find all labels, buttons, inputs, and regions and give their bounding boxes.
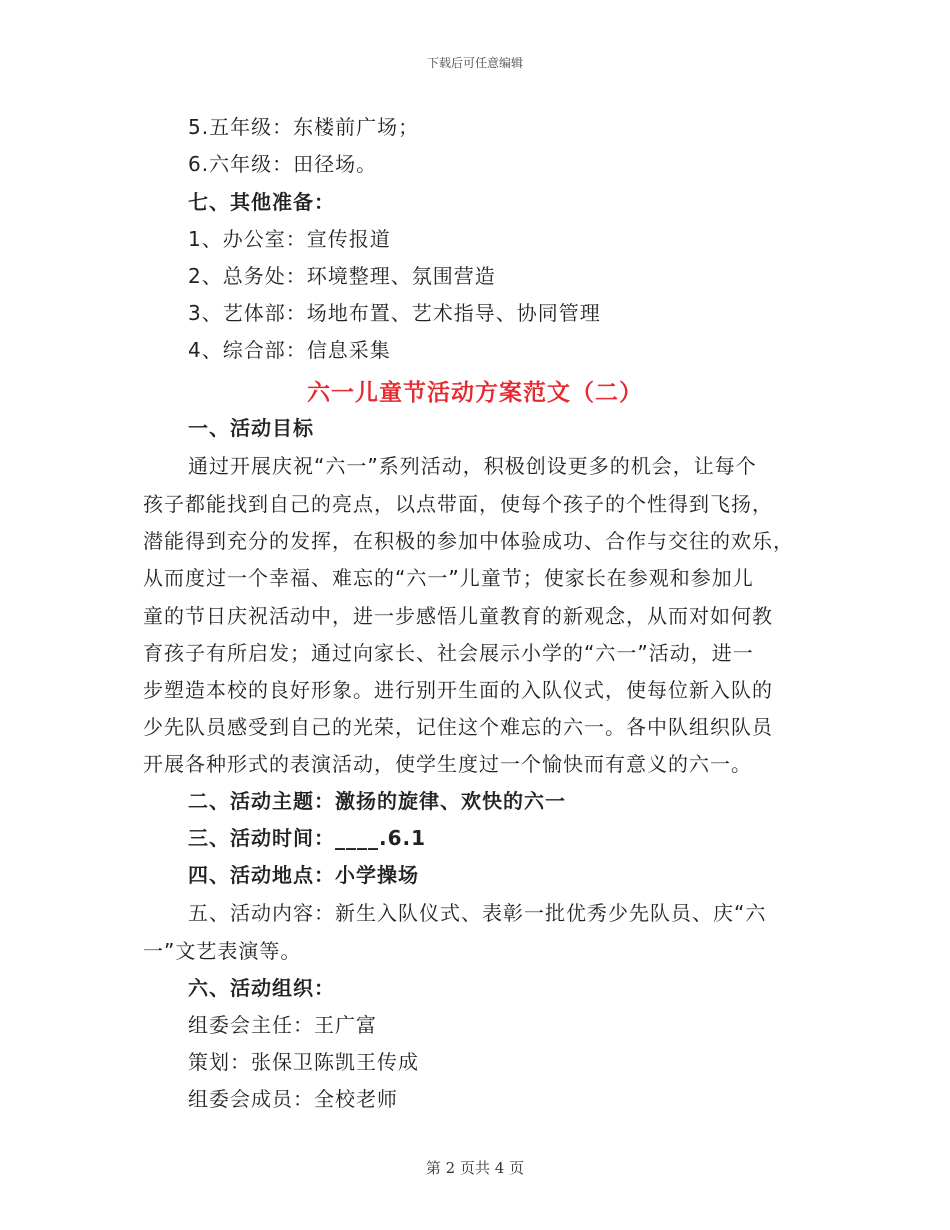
document-title: 六一儿童节活动方案范文（二）: [307, 380, 643, 406]
text-line: 策划：张保卫陈凯王传成: [188, 1050, 419, 1074]
text-line: 一”文艺表演等。: [143, 939, 302, 963]
page-footer: 第 2 页共 4 页: [425, 1159, 525, 1177]
page-header: 下载后可任意编辑: [426, 56, 523, 70]
section-heading: 一、活动目标: [188, 416, 314, 440]
text-line: 组委会成员：全校老师: [188, 1087, 398, 1111]
text-line: 组委会主任：王广富: [188, 1013, 377, 1037]
paragraph-line: 育孩子有所启发；通过向家长、社会展示小学的“六一”活动，进一: [143, 641, 754, 665]
text-line: 6.六年级：田径场。: [188, 152, 378, 176]
section-heading: 三、活动时间：____.6.1: [188, 826, 427, 850]
text-line: 五、活动内容：新生入队仪式、表彰一批优秀少先队员、庆“六: [188, 901, 767, 925]
text-line: 2、总务处：环境整理、氛围营造: [188, 264, 496, 288]
paragraph-line: 潜能得到充分的发挥，在积极的参加中体验成功、合作与交往的欢乐，: [143, 529, 794, 553]
text-line: 5.五年级：东楼前广场；: [188, 115, 420, 139]
paragraph-line: 少先队员感受到自己的光荣，记住这个难忘的六一。各中队组织队员: [143, 715, 773, 739]
section-heading: 七、其他准备：: [188, 190, 335, 214]
paragraph-line: 步塑造本校的良好形象。进行别开生面的入队仪式，使每位新入队的: [143, 678, 773, 702]
text-line: 3、艺体部：场地布置、艺术指导、协同管理: [188, 301, 601, 325]
paragraph-line: 从而度过一个幸福、难忘的“六一”儿童节；使家长在参观和参加儿: [143, 566, 754, 590]
text-line: 4、综合部：信息采集: [188, 338, 391, 362]
paragraph-line: 通过开展庆祝“六一”系列活动，积极创设更多的机会，让每个: [188, 454, 757, 478]
paragraph-line: 孩子都能找到自己的亮点，以点带面，使每个孩子的个性得到飞扬，: [143, 492, 773, 516]
section-heading: 六、活动组织：: [188, 976, 335, 1000]
text-line: 1、办公室：宣传报道: [188, 227, 391, 251]
section-heading: 二、活动主题：激扬的旋律、欢快的六一: [188, 789, 566, 813]
section-heading: 四、活动地点：小学操场: [188, 863, 419, 887]
paragraph-line: 开展各种形式的表演活动，使学生度过一个愉快而有意义的六一。: [143, 752, 752, 776]
paragraph-line: 童的节日庆祝活动中，进一步感悟儿童教育的新观念，从而对如何教: [143, 604, 773, 628]
